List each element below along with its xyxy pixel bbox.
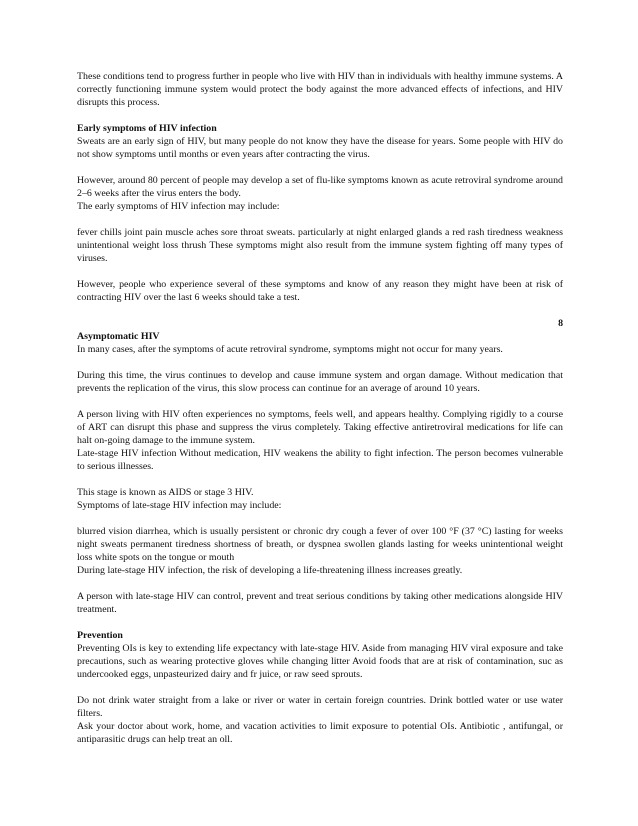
heading-prevention: Prevention (77, 630, 123, 641)
paragraph-no-symptoms: In many cases, after the symptoms of acute retroviral syndrome, symptoms might not occur for many years. (77, 344, 503, 355)
paragraph-living-with-hiv: A person living with HIV often experiences no symptoms, feels well, and appears healthy. Complying rigidly to a course of ART can disrupt this phase and suppress the virus completely. Taking effective antiretroviral medications for life can halt on-going damage to the immune system. (77, 409, 563, 446)
paragraph-control-conditions: A person with late-stage HIV can control, prevent and treat serious conditions by taking other medications alongside HIV treatment. (77, 591, 563, 615)
spacer (77, 681, 563, 694)
document-page (77, 70, 563, 746)
spacer (77, 161, 563, 174)
paragraph-aids-stage: This stage is known as AIDS or stage 3 HIV. (77, 487, 254, 498)
spacer (77, 213, 563, 226)
paragraph-take-test: However, people who experience several of these symptoms and know of any reason they might have been at risk of contracting HIV over the last 6 weeks should take a test. (77, 279, 563, 303)
spacer (77, 616, 563, 629)
paragraph-intro: These conditions tend to progress further in people who live with HIV than in individuals with healthy immune systems. A correctly functioning immune system would protect the body against the more advanced effects of infections, and HIV disrupts this process. (77, 71, 563, 108)
paragraph-drinking-water: Do not drink water straight from a lake or river or water in certain foreign countries. Drink bottled water or use water filters. (77, 695, 563, 719)
paragraph-early-list-intro: The early symptoms of HIV infection may include: (77, 201, 280, 212)
page-number: 8 (558, 318, 563, 329)
spacer (77, 395, 563, 408)
paragraph-early-symptom-list: fever chills joint pain muscle aches sore throat sweats. particularly at night enlarged glands a red rash tiredness weakness unintentional weight loss thrush These symptoms might also result from the immune system fighting off many types of viruses. (77, 227, 563, 264)
heading-early-symptoms: Early symptoms of HIV infection (77, 123, 217, 134)
spacer (77, 109, 563, 122)
paragraph-risk-increases: During late-stage HIV infection, the risk of developing a life-threatening illness increases greatly. (77, 565, 463, 576)
paragraph-preventing-ois: Preventing OIs is key to extending life expectancy with late-stage HIV. Aside from managing HIV viral exposure and take precautions, such as wearing protective gloves while changing litter Avoid foods that are at risk of contamination, suc as undercooked eggs, unpasteurized dairy and fr juice, or raw seed sprouts. (77, 643, 563, 680)
spacer (77, 265, 563, 278)
paragraph-sweats: Sweats are an early sign of HIV, but many people do not know they have the disease for years. Some people with HIV do not show symptoms until months or even years after contracting the virus. (77, 136, 563, 160)
paragraph-late-stage: Late-stage HIV infection Without medication, HIV weakens the ability to fight infection. The person becomes vulnerable to serious illnesses. (77, 448, 563, 472)
spacer (77, 577, 563, 590)
paragraph-acute-syndrome: However, around 80 percent of people may develop a set of flu-like symptoms known as acute retroviral syndrome around 2–6 weeks after the virus enters the body. (77, 175, 563, 199)
spacer (77, 512, 563, 525)
paragraph-late-list-intro: Symptoms of late-stage HIV infection may include: (77, 500, 282, 511)
spacer (77, 473, 563, 486)
spacer (77, 356, 563, 369)
spacer (77, 304, 563, 317)
paragraph-ask-doctor: Ask your doctor about work, home, and vacation activities to limit exposure to potential OIs. Antibiotic , antifungal, or antiparasitic drugs can help treat an oll. (77, 721, 563, 745)
paragraph-virus-develops: During this time, the virus continues to develop and cause immune system and organ damage. Without medication that prevents the replication of the virus, this slow process can continue for an average of around 10 years. (77, 370, 563, 394)
heading-asymptomatic: Asymptomatic HIV (77, 331, 160, 342)
paragraph-late-symptom-list: blurred vision diarrhea, which is usually persistent or chronic dry cough a fever of over 100 °F (37 °C) lasting for weeks night sweats permanent tiredness shortness of breath, or dyspnea swollen glands lasting for weeks unintentional weight loss white spots on the tongue or mouth (77, 526, 563, 563)
